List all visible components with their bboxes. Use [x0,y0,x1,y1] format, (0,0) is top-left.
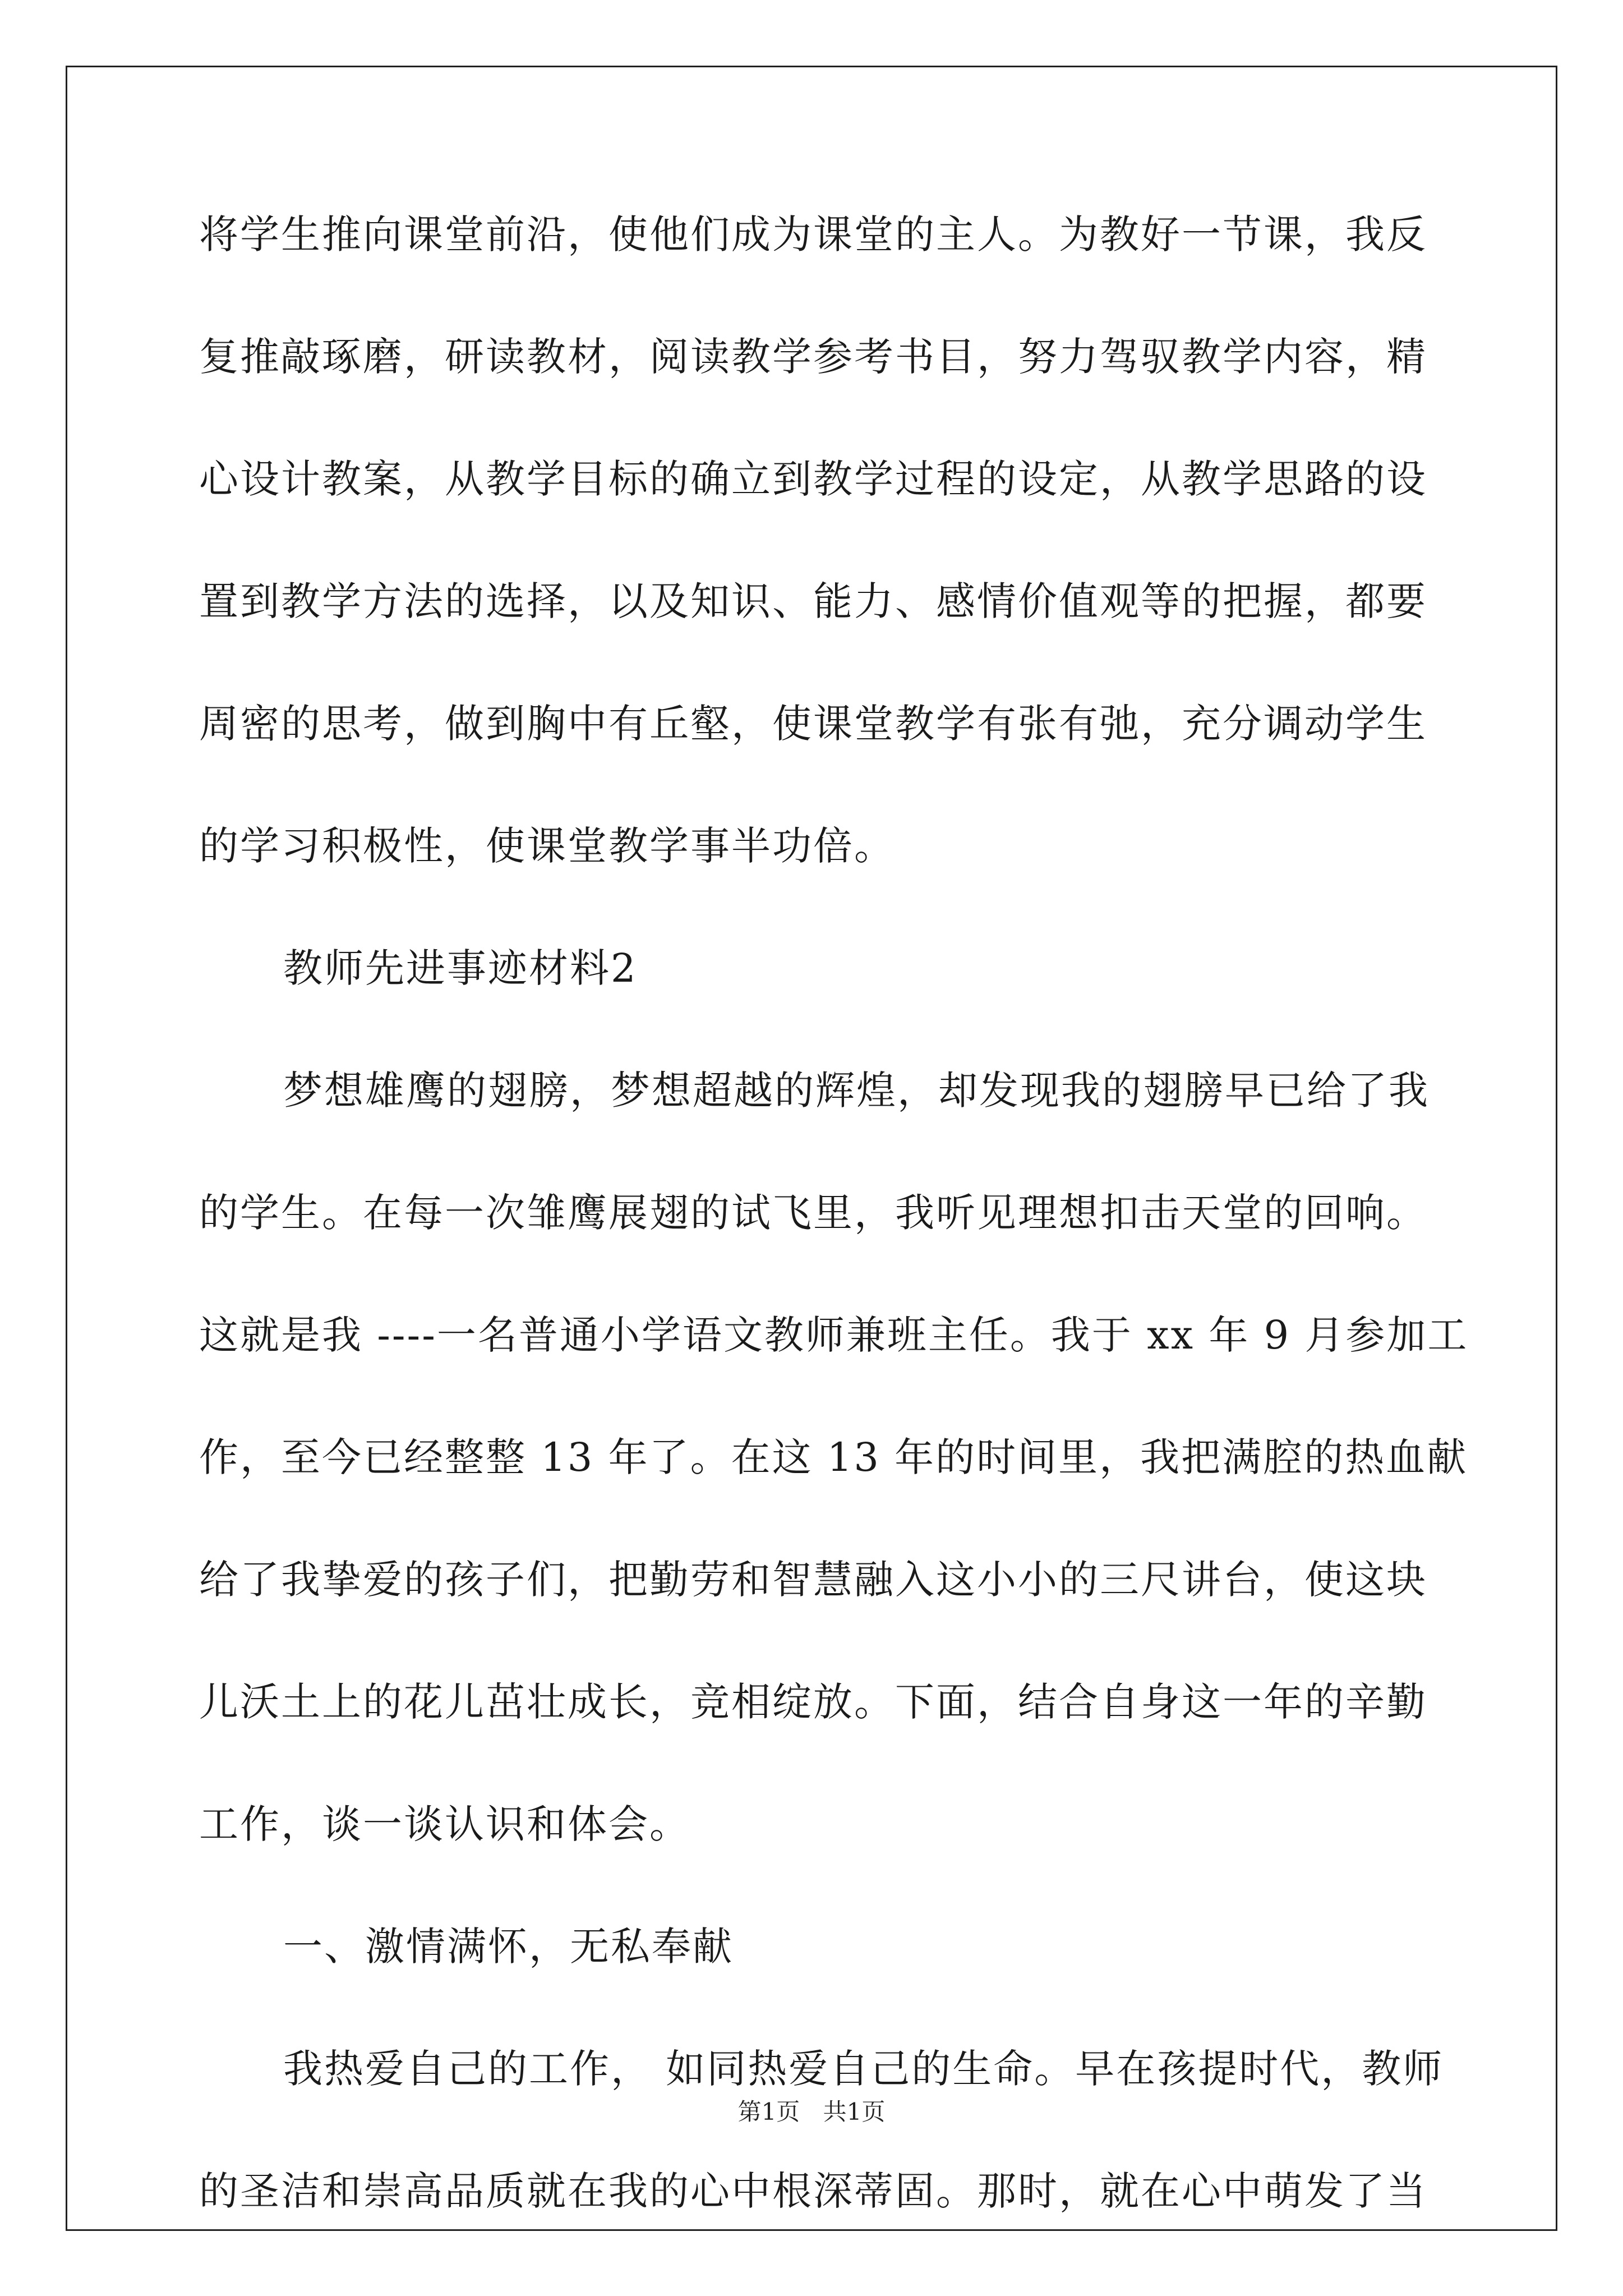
body-line: 儿沃土上的花儿茁壮成长，竞相绽放。下面，结合自身这一年的辛勤 [199,1679,1427,1725]
page-total: 共1页 [823,2098,886,2125]
page-footer [0,2095,1623,2129]
body-line: 梦想雄鹰的翅膀，梦想超越的辉煌，却发现我的翅膀早已给了我 [283,1068,1430,1114]
body-line: 我热爱自己的工作， 如同热爱自己的生命。早在孩提时代，教师 [283,2046,1444,2092]
body-line: 作，至今已经整整 13 年了。在这 13 年的时间里，我把满腔的热血献 [199,1434,1468,1480]
body-line: 周密的思考，做到胸中有丘壑，使课堂教学有张有弛，充分调动学生 [199,701,1427,747]
page-number: 第1页 [737,2098,800,2125]
section-heading: 教师先进事迹材料2 [283,945,638,991]
body-line: 给了我挚爱的孩子们，把勤劳和智慧融入这小小的三尺讲台，使这块 [199,1557,1427,1603]
body-line: 心设计教案，从教学目标的确立到教学过程的设定，从教学思路的设 [199,456,1427,502]
body-line: 的学习积极性，使课堂教学事半功倍。 [199,823,895,869]
body-line: 复推敲琢磨，研读教材，阅读教学参考书目，努力驾驭教学内容，精 [199,334,1427,380]
document-body [199,197,1469,2276]
body-line: 的圣洁和崇高品质就在我的心中根深蒂固。那时，就在心中萌发了当 [199,2168,1427,2214]
body-line: 置到教学方法的选择，以及知识、能力、感情价值观等的把握，都要 [199,578,1427,624]
body-line: 将学生推向课堂前沿，使他们成为课堂的主人。为教好一节课，我反 [199,211,1427,257]
subsection-heading: 一、激情满怀，无私奉献 [283,1924,734,1970]
body-line: 工作，谈一谈认识和体会。 [199,1801,690,1847]
body-line: 的学生。在每一次雏鹰展翅的试飞里，我听见理想扣击天堂的回响。 [199,1190,1427,1236]
body-line: 这就是我 ----一名普通小学语文教师兼班主任。我于 xx 年 9 月参加工 [199,1312,1469,1358]
